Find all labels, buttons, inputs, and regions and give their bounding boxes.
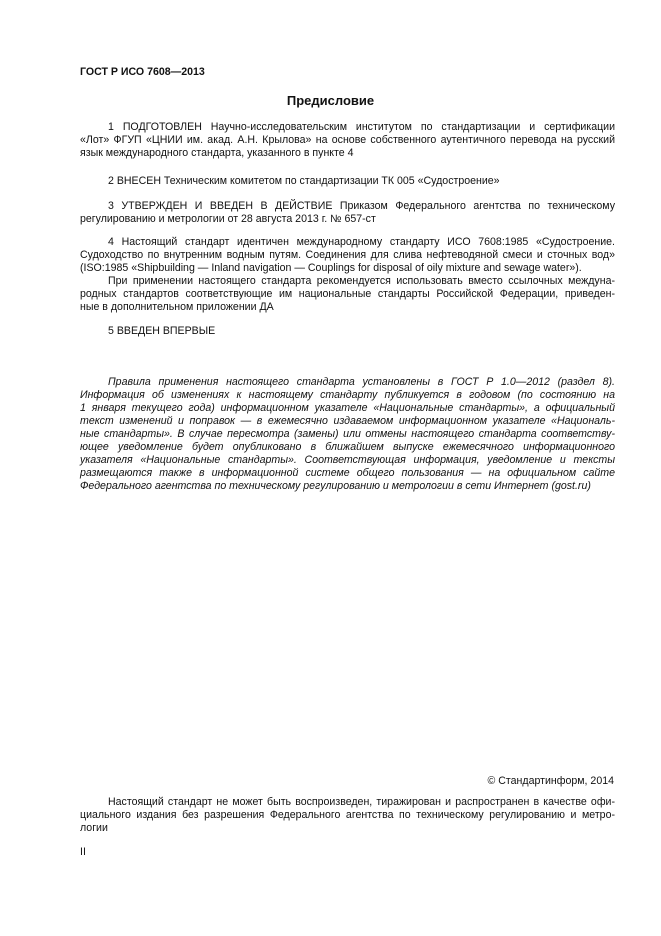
text-line: указателя «Национальные стандарты». Соответствующая информация, уведомление и тексты (80, 454, 615, 466)
text-line: Федерального агентства по техническому регулированию и метрологии в сети Интернет (gost.ru) (80, 480, 591, 492)
text-line: размещаются также в информационной системе общего пользования — на официальном сайте (80, 467, 615, 479)
text-line: 2 ВНЕСЕН Техническим комитетом по стандартизации ТК 005 «Судостроение» (108, 175, 500, 187)
copyright: © Стандартинформ, 2014 (487, 775, 614, 787)
text-line: «Лот» ФГУП «ЦНИИ им. акад. А.Н. Крылова» на основе собственного аутентичного перевода на русский (80, 134, 615, 146)
text-line: 1 ПОДГОТОВЛЕН Научно-исследовательским институтом по стандартизации и сертификации (108, 121, 615, 133)
text-line: Судоходство по внутренним водным путям. Соединения для слива нефтеводяной смеси и сточных вод» (80, 249, 615, 261)
text-line: 4 Настоящий стандарт идентичен международному стандарту ИСО 7608:1985 «Судостроение. (108, 236, 615, 248)
paragraph-4-note (80, 275, 615, 314)
paragraph-5 (80, 325, 615, 338)
text-line: циального издания без разрешения Федерального агентства по техническому регулированию и метро- (80, 809, 615, 821)
paragraph-4 (80, 236, 615, 275)
text-line: Информация об изменениях к настоящему стандарту публикуется в годовом (по состоянию на (80, 389, 615, 401)
text-line: родных стандартов соответствующие им национальные стандарты Российской Федерации, приведен- (80, 288, 615, 300)
text-line: При применении настоящего стандарта рекомендуется использовать вместо ссылочных междуна- (108, 275, 615, 287)
text-line: Настоящий стандарт не может быть воспроизведен, тиражирован и распространен в качестве офи- (108, 796, 615, 808)
text-line: ные стандарты». В случае пересмотра (замены) или отмены настоящего стандарта соответству- (80, 428, 615, 440)
paragraph-3 (80, 200, 615, 226)
text-line: регулированию и метрологии от 28 августа 2013 г. № 657-ст (80, 213, 376, 225)
paragraph-2 (80, 175, 615, 188)
text-line: язык международного стандарта, указанного в пункте 4 (80, 147, 354, 159)
text-line: 5 ВВЕДЕН ВПЕРВЫЕ (108, 325, 216, 337)
text-line: Правила применения настоящего стандарта установлены в ГОСТ Р 1.0—2012 (раздел 8). (108, 376, 615, 388)
page-number: II (80, 846, 86, 858)
text-line: (ISO:1985 «Shipbuilding — Inland navigation — Couplings for disposal of oily mixture and sewage water»). (80, 262, 582, 274)
page-title: Предисловие (286, 93, 375, 108)
document-header: ГОСТ Р ИСО 7608—2013 (80, 66, 205, 78)
text-line: логии (80, 822, 108, 834)
text-line: текст изменений и поправок — в ежемесячно издаваемом информационном указателе «Националь- (80, 415, 615, 427)
text-line: ющее уведомление будет опубликовано в ближайшем выпуске ежемесячного информационного (80, 441, 615, 453)
reproduction-notice (80, 796, 615, 835)
text-line: ные в дополнительном приложении ДА (80, 301, 274, 313)
text-line: 1 января текущего года) информационном указателе «Национальные стандарты», а официальный (80, 402, 615, 414)
rules-notice (80, 376, 615, 493)
text-line: 3 УТВЕРЖДЕН И ВВЕДЕН В ДЕЙСТВИЕ Приказом Федерального агентства по техническому (108, 200, 615, 212)
paragraph-1 (80, 121, 615, 160)
